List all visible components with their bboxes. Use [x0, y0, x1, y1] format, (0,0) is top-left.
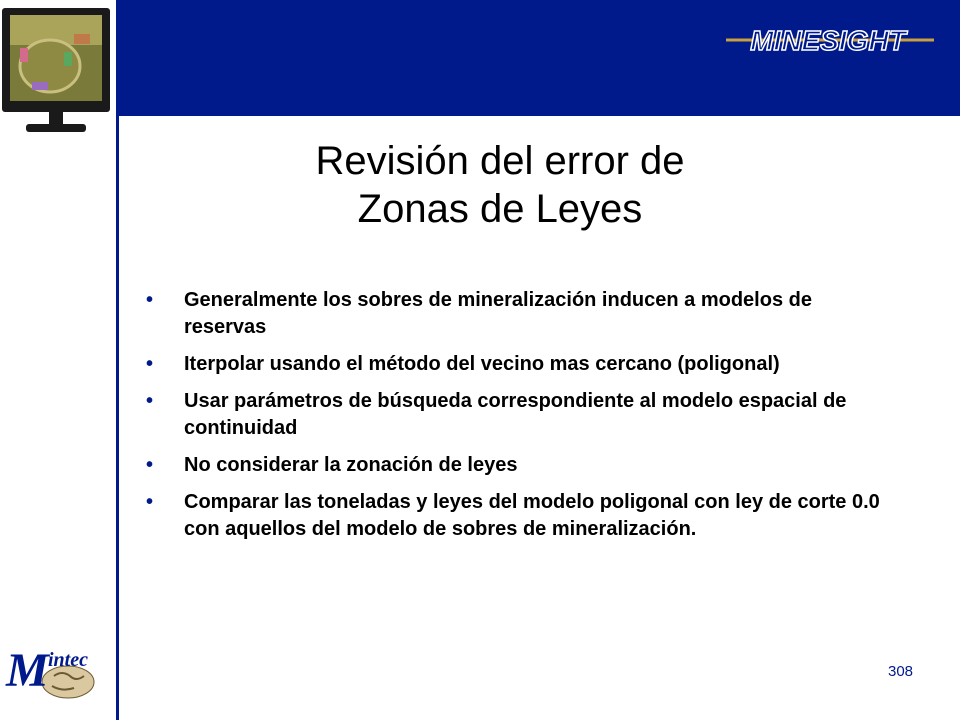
svg-text:intec: intec: [48, 649, 88, 671]
bullet-marker: •: [146, 454, 154, 476]
bullet-text: Generalmente los sobres de mineralización inducen a modelos de reservas: [184, 289, 812, 338]
mintec-logo: [4, 640, 114, 704]
svg-text:M: M: [6, 644, 49, 697]
title-line-2: Zonas de Leyes: [357, 187, 643, 231]
bullet-text: Usar parámetros de búsqueda correspondiente al modelo espacial de continuidad: [184, 390, 847, 439]
bullet-list: [146, 287, 886, 553]
bullet-text: Iterpolar usando el método del vecino mas cercano (poligonal): [184, 353, 780, 375]
bullet-item: [146, 351, 886, 378]
bullet-item: [146, 489, 886, 543]
bullet-marker: •: [146, 353, 154, 375]
slide-title: [130, 137, 870, 233]
minesight-logo: [722, 12, 938, 68]
bullet-item: [146, 452, 886, 479]
bullet-text: No considerar la zonación de leyes: [184, 454, 518, 476]
bullet-text: Comparar las toneladas y leyes del modelo poligonal con ley de corte 0.0 con aquellos del modelo de sobres de mineralización.: [184, 491, 880, 540]
bullet-marker: •: [146, 289, 154, 311]
svg-text:MINESIGHT: MINESIGHT: [750, 25, 906, 56]
monitor-icon: [2, 8, 110, 138]
bullet-item: [146, 388, 886, 442]
bullet-item: [146, 287, 886, 341]
header-divider: [119, 116, 960, 120]
title-line-1: Revisión del error de: [315, 139, 685, 183]
bullet-marker: •: [146, 390, 154, 412]
bullet-marker: •: [146, 491, 154, 513]
page-number: 308: [888, 663, 914, 680]
